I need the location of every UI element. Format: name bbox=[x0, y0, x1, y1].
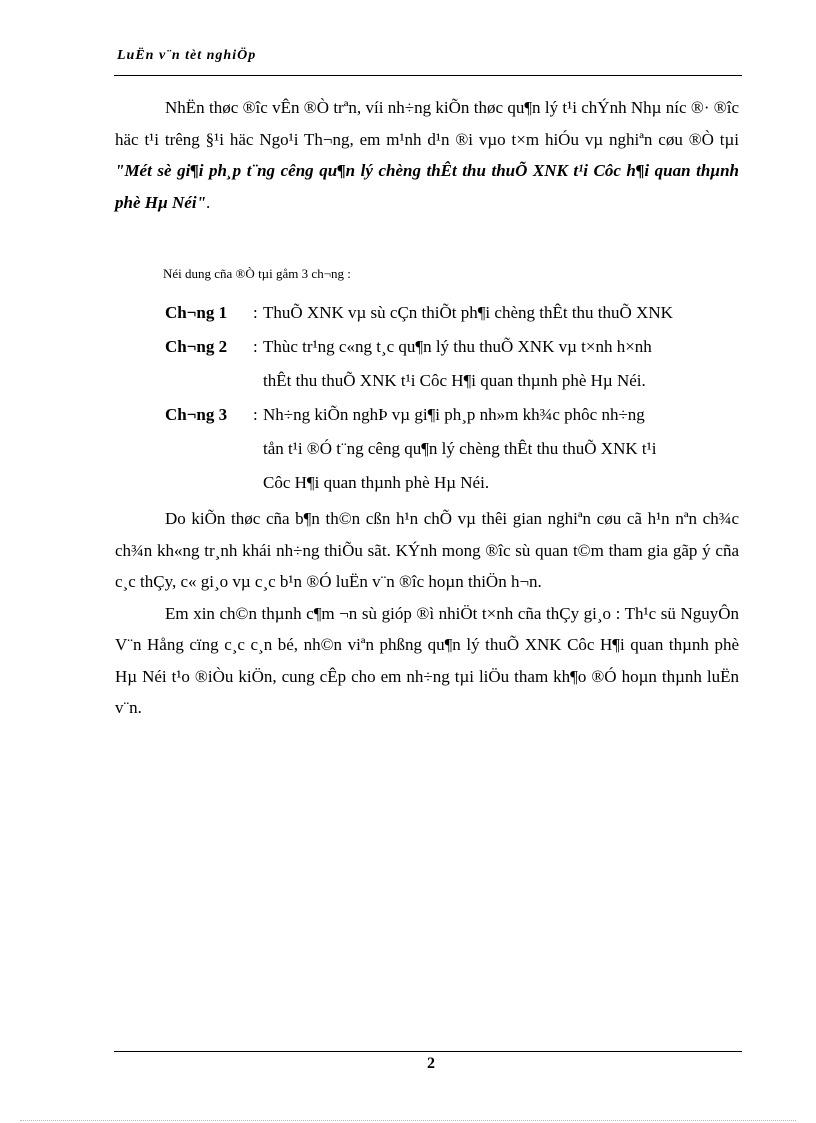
header-rule bbox=[114, 75, 742, 76]
chapter-colon: : bbox=[253, 337, 258, 356]
intro-paragraph-text: NhËn thøc ®îc vÊn ®Ò trªn, víi nh÷ng kiÕn thøc qu¶n lý t¹i chÝnh Nhµ níc ®· ®îc häc t¹i trêng §¹i häc Ngo¹i Th¬ng, em m¹nh d¹n ®i vµo t×m hiÓu vµ nghiªn cøu ®Ò tµi bbox=[115, 98, 739, 149]
intro-section bbox=[115, 92, 739, 218]
contents-intro: Néi dung cña ®Ò tµi gåm 3 ch¬ng : bbox=[163, 266, 351, 281]
chapter-colon: : bbox=[253, 303, 258, 322]
chapter-item bbox=[165, 398, 743, 500]
page-edge-dots bbox=[20, 1120, 796, 1121]
chapter-label: Ch¬ng 2 bbox=[165, 337, 228, 356]
chapter-description bbox=[263, 398, 743, 500]
chapter-list bbox=[165, 296, 743, 500]
chapter-description bbox=[263, 296, 743, 330]
chapter-line: ThuÕ XNK vµ sù cÇn thiÕt ph¶i chèng thÊt thu thuÕ XNK bbox=[263, 303, 673, 322]
chapter-label: Ch¬ng 1 bbox=[165, 303, 228, 322]
thesis-title-emphasis: "Mét sè gi¶i ph¸p t¨ng cêng qu¶n lý chèng thÊt thu thuÕ XNK t¹i Côc h¶i quan thµnh phè Hµ Néi" bbox=[115, 161, 739, 212]
chapter-line: Thùc tr¹ng c«ng t¸c qu¶n lý thu thuÕ XNK vµ t×nh h×nh bbox=[263, 337, 652, 356]
chapter-item bbox=[165, 330, 743, 398]
closing-section bbox=[115, 503, 739, 724]
chapter-item bbox=[165, 296, 743, 330]
chapter-line: thÊt thu thuÕ XNK t¹i Côc H¶i quan thµnh phè Hµ Néi. bbox=[263, 371, 646, 390]
chapter-label: Ch¬ng 3 bbox=[165, 405, 228, 424]
page-number: 2 bbox=[427, 1055, 435, 1072]
intro-paragraph bbox=[115, 92, 739, 218]
chapter-colon: : bbox=[253, 405, 258, 424]
chapter-description bbox=[263, 330, 743, 398]
chapter-line: Nh÷ng kiÕn nghÞ vµ gi¶i ph¸p nh»m kh¾c phôc nh÷ng bbox=[263, 405, 645, 424]
chapter-line: Côc H¶i quan thµnh phè Hµ Néi. bbox=[263, 473, 490, 492]
closing-paragraph: Do kiÕn thøc cña b¶n th©n cßn h¹n chÕ vµ thêi gian nghiªn cøu cã h¹n nªn ch¾c ch¾n kh«ng tr¸nh khái nh÷ng thiÕu sãt. KÝnh mong ®îc sù quan t©m tham gia gãp ý cña c¸c thÇy, c« gi¸o vµ c¸c b¹n ®Ó luËn v¨n ®îc hoµn thiÖn h¬n. bbox=[115, 509, 739, 591]
footer-rule bbox=[114, 1051, 742, 1052]
acknowledgement-paragraph: Em xin ch©n thµnh c¶m ¬n sù gióp ®ì nhiÖt t×nh cña thÇy gi¸o : Th¹c sü NguyÔn V¨n Hång cïng c¸c c¸n bé, nh©n viªn phßng qu¶n lý thuÕ XNK Côc H¶i quan thµnh phè Hµ Néi t¹o ®iÒu kiÖn, cung cÊp cho em nh÷ng tµi liÖu tham kh¶o ®Ó hoµn thµnh luËn v¨n. bbox=[115, 603, 739, 717]
intro-paragraph-tail: . bbox=[206, 192, 211, 212]
chapter-line: tån t¹i ®Ó t¨ng cêng qu¶n lý chèng thÊt thu thuÕ XNK t¹i bbox=[263, 439, 657, 458]
running-header-title: LuËn v¨n tèt nghiÖp bbox=[117, 48, 257, 63]
